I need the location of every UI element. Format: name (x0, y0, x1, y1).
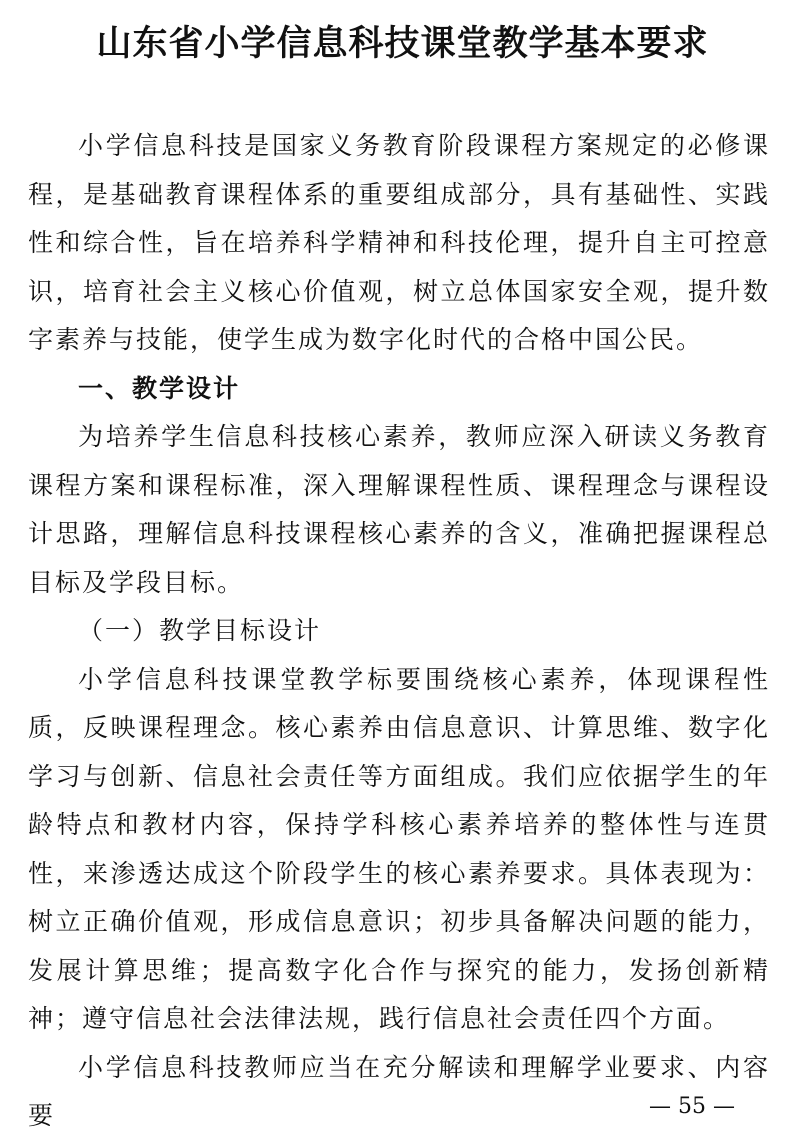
page-title: 山东省小学信息科技课堂教学基本要求 (96, 23, 709, 64)
document-body (28, 122, 770, 1141)
paragraph-intro: 小学信息科技是国家义务教育阶段课程方案规定的必修课程，是基础教育课程体系的重要组成部分，具有基础性、实践性和综合性，旨在培养科学精神和科技伦理，提升自主可控意识，培育社会主义核心价值观，树立总体国家安全观，提升数字素养与技能，使学生成为数字化时代的合格中国公民。 (28, 131, 770, 354)
paragraph-objectives: 小学信息科技课堂教学标要围绕核心素养，体现课程性质，反映课程理念。核心素养由信息意识、计算思维、数字化学习与创新、信息社会责任等方面组成。我们应依据学生的年龄特点和教材内容，保持学科核心素养培养的整体性与连贯性，来渗透达成这个阶段学生的核心素养要求。具体表现为：树立正确价值观，形成信息意识；初步具备解决问题的能力，发展计算思维；提高数字化合作与探究的能力，发扬创新精神；遵守信息社会法律法规，践行信息社会责任四个方面。 (28, 664, 770, 1033)
page-number: — 55 — (649, 1094, 735, 1119)
paragraph-continuation: 小学信息科技教师应当在充分解读和理解学业要求、内容要 (28, 1052, 770, 1130)
subsection-heading-objectives: （一）教学目标设计 (78, 616, 322, 645)
section-heading-teaching-design: 一、教学设计 (78, 373, 241, 403)
paragraph-teaching-design: 为培养学生信息科技核心素养，教师应深入研读义务教育课程方案和课程标准，深入理解课程性质、课程理念与课程设计思路，理解信息科技课程核心素养的含义，准确把握课程总目标及学段目标。 (28, 422, 770, 597)
